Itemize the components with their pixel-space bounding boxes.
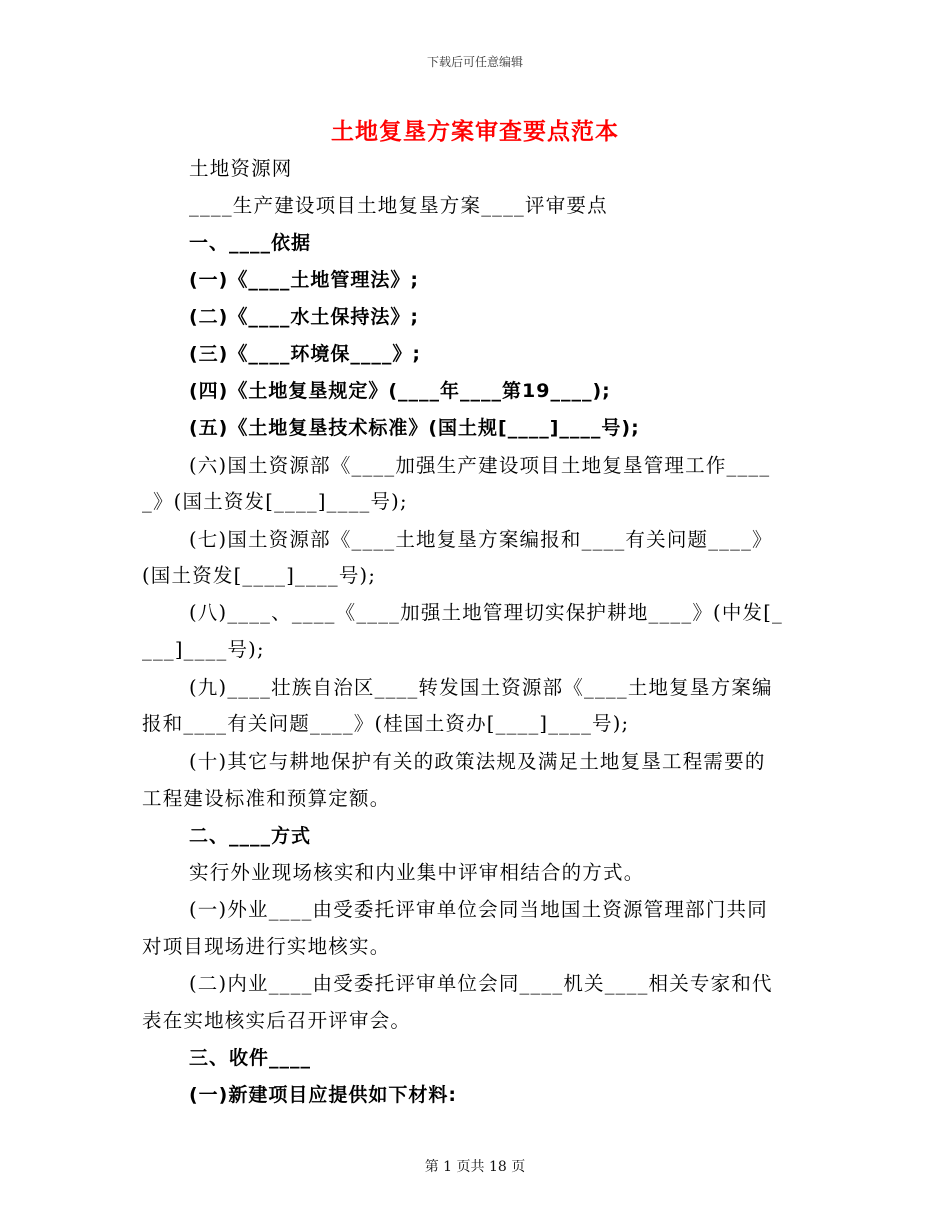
section-heading: 二、____方式 <box>189 825 312 847</box>
list-item-continuation: (国土资发[____]____号); <box>142 564 377 587</box>
list-item-continuation: 表在实地核实后召开评审会。 <box>142 1009 412 1032</box>
list-item: (一)新建项目应提供如下材料: <box>189 1084 457 1106</box>
page-number: 第 1 页共 18 页 <box>424 1159 526 1175</box>
list-item: (八)____、____《____加强土地管理切实保护耕地____》(中发[_ <box>189 601 783 624</box>
list-item-continuation: 工程建设标准和预算定额。 <box>142 787 391 810</box>
list-item: (七)国土资源部《____土地复垦方案编报和____有关问题____》 <box>189 528 773 551</box>
section-heading: 三、收件____ <box>189 1047 312 1069</box>
list-item: (十)其它与耕地保护有关的政策法规及满足土地复垦工程需要的 <box>189 750 766 773</box>
paragraph-line: ____生产建设项目土地复垦方案____评审要点 <box>189 194 608 217</box>
paragraph-line: 土地资源网 <box>189 157 293 180</box>
list-item: (一)《____土地管理法》; <box>189 269 419 291</box>
document-title: 土地复垦方案审查要点范本 <box>331 118 619 145</box>
list-item: (五)《土地复垦技术标准》(国土规[____]____号); <box>189 417 640 439</box>
list-item-continuation: ___]____号); <box>142 638 265 661</box>
list-item: (三)《____环境保____》; <box>189 343 421 365</box>
list-item: (一)外业____由受委托评审单位会同当地国土资源管理部门共同 <box>189 898 768 921</box>
section-heading: 一、____依据 <box>189 232 312 254</box>
list-item-continuation: _》(国土资发[____]____号); <box>142 490 408 513</box>
list-item: (四)《土地复垦规定》(____年____第19____); <box>189 380 611 402</box>
list-item: (九)____壮族自治区____转发国土资源部《____土地复垦方案编 <box>189 676 773 699</box>
list-item: (六)国土资源部《____加强生产建设项目土地复垦管理工作____ <box>189 454 771 477</box>
list-item-continuation: 报和____有关问题____》(桂国土资办[____]____号); <box>142 712 630 735</box>
list-item-continuation: 对项目现场进行实地核实。 <box>142 935 391 958</box>
list-item: (二)《____水土保持法》; <box>189 306 419 328</box>
list-item: (二)内业____由受委托评审单位会同____机关____相关专家和代 <box>189 972 773 995</box>
header-note: 下载后可任意编辑 <box>426 55 523 69</box>
paragraph-line: 实行外业现场核实和内业集中评审相结合的方式。 <box>189 861 645 884</box>
